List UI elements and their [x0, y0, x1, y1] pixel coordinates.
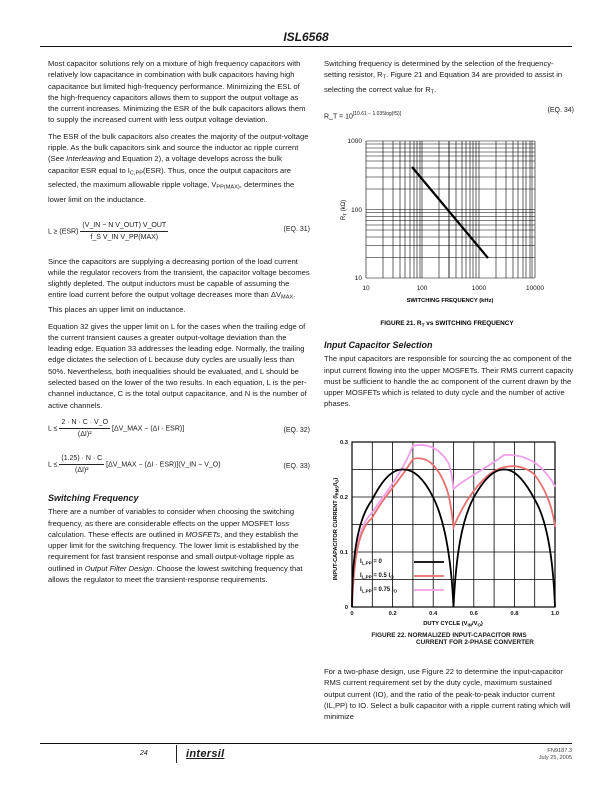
paragraph-capacitor-depletion — [48, 256, 310, 316]
fig22-caption-line1: FIGURE 22. NORMALIZED INPUT-CAPACITOR RMS — [371, 632, 527, 639]
document-date: July 25, 2005 — [538, 755, 572, 761]
fig22-legend — [360, 559, 444, 594]
footer-separator — [176, 745, 177, 763]
eq32-numerator: 2 · N · C · V_O — [59, 417, 110, 429]
fig22-caption — [324, 632, 574, 646]
svg-text:0.1: 0.1 — [339, 550, 348, 556]
svg-text:IL,PP = 0.75 IO: $I_{L,PP} = 0.75$ $I_O$ — [360, 587, 398, 594]
subscript: C,PP — [129, 170, 143, 177]
text: (ESR). Thus, once the output capacitors are selected, the maximum allowable ripple voltage, V — [48, 165, 291, 190]
eq31-label: (EQ. 31) — [283, 225, 310, 233]
paragraph-rt-selection — [324, 58, 574, 99]
fig22-y-axis-label: INPUT-CAPACITOR CURRENT $(I_{RMS}/I_O)$ — [333, 477, 340, 581]
svg-text:0.2: 0.2 — [388, 611, 397, 617]
svg-text:0: 0 — [344, 605, 348, 611]
svg-text:0: 0 — [350, 611, 354, 617]
eq33-label: (EQ. 33) — [283, 462, 310, 470]
eq31-fraction — [80, 220, 168, 244]
section-heading-switching-frequency: Switching Frequency — [48, 492, 139, 503]
equation-32 — [48, 417, 310, 447]
text: Switching frequency is determined by the selection of the frequency-setting resistor, R — [324, 59, 554, 80]
fig21-gridlines — [366, 141, 535, 278]
text: and Equation 2), a voltage develops across the bulk capacitor ESR equal to I — [48, 154, 282, 175]
svg-text:1.0: 1.0 — [550, 611, 560, 617]
link-output-filter-design[interactable]: Output Filter Design — [84, 563, 153, 573]
text: . — [434, 85, 437, 95]
eq32-rhs: [ΔV_MAX − (ΔI · ESR)] — [112, 425, 185, 433]
eq33-rhs: [ΔV_MAX − (ΔI · ESR)](V_IN − V_O) — [106, 461, 221, 469]
footer-rule — [40, 743, 572, 744]
fig21-caption: FIGURE 21. $R_T$ vs SWITCHING FREQUENCY — [380, 320, 514, 329]
eq31-numerator: (V_IN − N V_OUT) V_OUT — [80, 220, 168, 232]
header-rule — [40, 46, 572, 47]
link-interleaving[interactable]: Interleaving — [66, 154, 106, 164]
eq34-lhs: R_T = 10 — [324, 113, 353, 121]
paragraph-equation-32-33: Equation 32 gives the upper limit on L for the cases when the trailing edge of the current transient causes a greater output-voltage deviation than the leading edge. Equation 33 addresses the leading edge. Normally, the trailing edge dictates the selection of L because duty cycles are usually less than 50%. Nevertheless, both inequalities should be evaluated, and L should be selected based on the lower of the two results. In each equation, L is the per-channel inductance, C is the total output capacitance, and N is the number of active channels. — [48, 321, 307, 410]
svg-text:IL,PP = 0: $I_{L,PP} = 0$ — [360, 559, 382, 566]
svg-text:10000: 10000 — [525, 285, 545, 292]
eq33-fraction — [59, 453, 104, 477]
paragraph-switching-frequency — [48, 506, 310, 585]
fig21-x-axis-label: SWITCHING FREQUENCY (kHz) — [406, 298, 494, 304]
right-column — [324, 58, 574, 131]
equation-33 — [48, 453, 310, 483]
svg-text:100: 100 — [416, 285, 428, 292]
eq34-label: (EQ. 34) — [547, 106, 574, 114]
text: There are a number of variables to consider when choosing the switching frequency, as there are considerable effects on the upper MOSFET loss calculation. These effects are outlined in — [48, 507, 295, 539]
subscript: T — [382, 74, 387, 81]
paragraph-two-phase-design: For a two-phase design, use Figure 22 to determine the input-capacitor RMS current requirement set by the duty cycle, maximum sustained output current (IO), and the ratio of the peak-to-peak inductor current (IL,PP) to IO. Select a bulk capacitor with a ripple current rating which will minimize — [324, 667, 571, 722]
text: , determines the lower limit on the inductance. — [48, 180, 295, 205]
svg-text:IL,PP = 0.5 IO: $I_{L,PP} = 0.5$ $I_O$ — [360, 573, 394, 580]
svg-text:10: 10 — [362, 285, 370, 292]
eq34-exponent: [10.61 − 1.035log(fS)] — [352, 110, 402, 117]
text: , and they establish the upper limit for the switching frequency. The lower limit is established by the requirement for fast transient response and small output-voltage ripple as outlined in — [48, 529, 299, 573]
page-number: 24 — [140, 750, 148, 757]
eq33-denominator: (ΔI)² — [74, 467, 89, 475]
fig22-caption-line2: CURRENT FOR 2-PHASE CONVERTER — [416, 639, 534, 646]
svg-text:1000: 1000 — [347, 138, 362, 145]
document-header-title: ISL6568 — [283, 30, 329, 44]
equation-34 — [324, 105, 574, 125]
equation-31 — [48, 216, 310, 250]
svg-text:0.6: 0.6 — [469, 611, 478, 617]
right-column-lower — [324, 340, 574, 415]
subscript: MAX — [281, 294, 294, 301]
text: . Choose the lowest switching frequency that allows the regulator to meet the transient-response requirements. — [48, 563, 303, 584]
svg-text:0.2: 0.2 — [339, 495, 348, 501]
eq32-lhs: L ≤ — [48, 425, 58, 433]
paragraph-esr-ripple — [48, 131, 310, 206]
subscript: PP(MAX) — [216, 184, 240, 191]
paragraph-capacitor-mixture: Most capacitor solutions rely on a mixture of high frequency capacitors with relatively low capacitance in combination with bulk capacitors having high capacitance but limited high-frequency performance. Minimizing the ESL of the high-frequency capacitors allows them to support the output voltage as the current increases. Minimizing the ESR of the bulk capacitors allows them to supply the increased current with less output voltage deviation. — [48, 59, 306, 125]
text: Since the capacitors are supplying a decreasing portion of the load current while the regulator recovers from the transient, the capacitor voltage becomes slightly depleted. The output inductors must be capable of assuming the entire load current before the output voltage decreases more than ΔV — [48, 256, 310, 300]
footer-document-info — [539, 748, 572, 762]
text: The ESR of the bulk capacitors also creates the majority of the output-voltage ripple. As the bulk capacitors sink and source the inductor ac ripple current (See — [48, 131, 309, 164]
figure-21-chart — [324, 130, 574, 330]
eq31-lhs: L ≥ (ESR) — [48, 228, 79, 236]
section-heading-input-capacitor: Input Capacitor Selection — [324, 340, 433, 350]
eq32-label: (EQ. 32) — [283, 426, 310, 434]
svg-text:1000: 1000 — [471, 285, 487, 292]
text: . Figure 21 and Equation 34 are provided to assist in selecting the correct value for R — [324, 70, 563, 95]
document-id: FN9187.3 — [547, 748, 572, 754]
figure-22-chart — [324, 434, 574, 634]
eq31-denominator: f_S V_IN V_PP(MAX) — [90, 233, 159, 241]
eq33-numerator: (1.25) · N · C — [59, 453, 104, 465]
svg-text:10: 10 — [354, 275, 362, 282]
paragraph-input-capacitors: The input capacitors are responsible for sourcing the ac component of the input current flowing into the upper MOSFETs. Their RMS current capacity must be sufficient to handle the ac component of the current drawn by the upper MOSFETs which is related to duty cycle and the number of active phases. — [324, 354, 574, 409]
svg-text:0.8: 0.8 — [510, 611, 519, 617]
svg-text:0.3: 0.3 — [339, 440, 348, 446]
subscript: T — [430, 89, 435, 96]
eq33-lhs: L ≤ — [48, 461, 58, 469]
eq32-fraction — [59, 417, 110, 441]
fig22-x-axis-label: DUTY CYCLE $(V_{IN}/V_O)$ — [423, 621, 483, 628]
link-mosfets[interactable]: MOSFETs — [185, 529, 221, 539]
eq32-denominator: (ΔI)² — [77, 431, 92, 439]
right-column-bottom — [324, 666, 574, 727]
fig21-y-axis-label: $R_T$ (kΩ) — [341, 199, 348, 221]
intersil-logo: intersil — [186, 748, 225, 760]
svg-text:0.4: 0.4 — [429, 611, 438, 617]
svg-text:100: 100 — [351, 207, 362, 214]
text: . This places an upper limit on inductance. — [48, 290, 296, 315]
left-column — [48, 58, 310, 590]
